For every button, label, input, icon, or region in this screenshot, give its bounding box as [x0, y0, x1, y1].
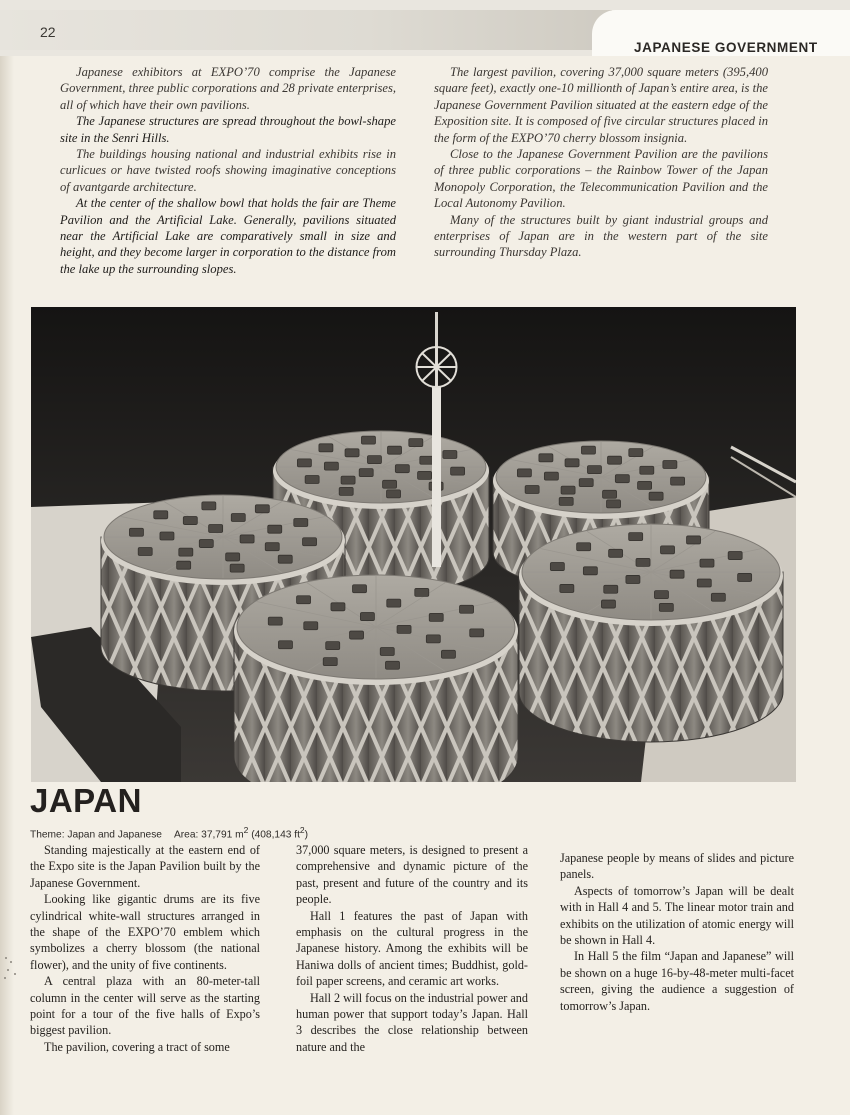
area-label: Area: 37,791 m: [173, 829, 244, 841]
pavilion-heading: JAPAN: [30, 782, 142, 819]
intro-paragraph: The buildings housing national and industrial exhibits rise in curlicues or have twisted roofs showing imaginative conceptions of avantgarde architecture.: [60, 147, 396, 194]
intro-right-column: [434, 64, 768, 261]
binding-dots: [2, 952, 32, 982]
body-paragraph: Standing majestically at the eastern end of the Expo site is the Japan Pavilion built by the Japanese Government.: [30, 843, 260, 890]
intro-paragraph: The largest pavilion, covering 37,000 square meters (395,400 square feet), exactly one-10 millionth of Japan’s entire area, is the Japanese Government Pavilion situated at the eastern edge of the Exposition site. It is composed of five circular structures placed in the form of the EXPO’70 cherry blossom insignia.: [434, 65, 768, 145]
body-paragraph: Aspects of tomorrow’s Japan will be dealt with in Hall 4 and 5. The linear motor train and exhibits on the utilization of atomic energy will be shown in Hall 4.: [560, 883, 794, 948]
theme-area-line: [30, 825, 308, 840]
header-bar: [0, 10, 612, 50]
area-feet: (408,143 ft: [248, 829, 300, 841]
intro-paragraph: Close to the Japanese Government Pavilion are the pavilions of three public corporations – the Rainbow Tower of the Japan Monopoly Corporation, the Telecommunication Pavilion and the Local Autonomy Pavilion.: [434, 147, 768, 211]
intro-paragraph: Japanese exhibitors at EXPO’70 comprise the Japanese Government, three public corporations and 28 private enterprises, all of which have their own pavilions.: [60, 65, 396, 112]
body-paragraph: Japanese people by means of slides and picture panels.: [560, 851, 794, 882]
pavilion-drum: [519, 524, 783, 742]
body-paragraph: The pavilion, covering a tract of some: [44, 1039, 230, 1054]
intro-paragraph: At the center of the shallow bowl that holds the fair are Theme Pavilion and the Artificial Lake. Generally, pavilions situated near the Artificial Lake are comparatively small in size and height, and they become larger in corporation to the distance from the lake up the surrounding slopes.: [60, 196, 396, 276]
intro-paragraph: The Japanese structures are spread throughout the bowl-shape site in the Senri Hills.: [60, 114, 396, 145]
area-exponent: 2: [243, 825, 249, 835]
theme-label: Theme: Japan and Japanese: [30, 829, 162, 841]
intro-paragraph: Many of the structures built by giant industrial groups and enterprises of Japan are in the western part of the site surrounding Thursday Plaza.: [434, 212, 768, 260]
body-paragraph: Hall 2 will focus on the industrial power and human power that support today’s Japan. Hall 3 describes the close relationship between nature and the: [296, 990, 528, 1054]
body-column-3: [560, 850, 794, 1014]
page-edge-shadow: [0, 0, 14, 1115]
pavilion-model-photo: [31, 307, 796, 782]
body-paragraph: Looking like gigantic drums are its five cylindrical white-wall structures arranged in the shape of the EXPO’70 emblem which symbolizes a cherry blossom (the national flower), and the unity of five continents.: [30, 892, 260, 972]
area-close: ): [304, 829, 309, 841]
intro-left-column: [60, 64, 396, 277]
body-paragraph: A central plaza with an 80-meter-tall column in the center will serve as the starting point for a tour of the five halls of Expo’s biggest pavilion.: [30, 974, 260, 1038]
body-paragraph: In Hall 5 the film “Japan and Japanese” will be shown on a huge 16-by-48-meter multi-facet screen, giving the audience a suggestion of tomorrow’s Japan.: [560, 949, 794, 1013]
body-column-1: [30, 842, 260, 1055]
body-paragraph: Hall 1 features the past of Japan with emphasis on the cultural progress in the Japanese history. Among the exhibits will be Haniwa dolls of ancient times; Buddhist, gold-foil paper screens, and ceramic art works.: [296, 908, 528, 989]
pavilion-drum: [234, 575, 518, 782]
section-title: JAPANESE GOVERNMENT: [634, 40, 818, 55]
body-column-2: [296, 842, 528, 1055]
pavilion-model-illustration: [31, 307, 796, 782]
area-feet-exponent: 2: [299, 825, 305, 835]
page-number: 22: [40, 24, 56, 40]
body-paragraph: 37,000 square meters, is designed to present a comprehensive and dynamic picture of the past, present and future of the country and its people.: [296, 843, 528, 907]
